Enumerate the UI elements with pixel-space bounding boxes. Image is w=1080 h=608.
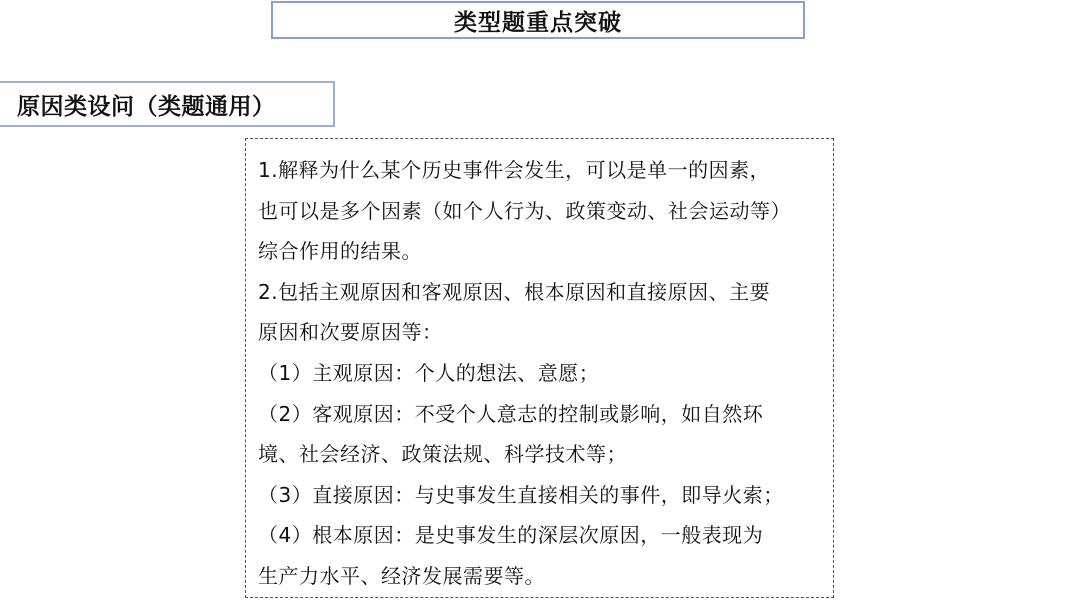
- section-heading-text: 原因类设问（类题通用）: [17, 93, 276, 120]
- section-heading: [0, 81, 335, 127]
- content-line: （4）根本原因：是史事发生的深层次原因，一般表现为: [258, 523, 764, 548]
- page-title-text: 类型题重点突破: [454, 9, 622, 36]
- content-line: （3）直接原因：与史事发生直接相关的事件，即导火索；: [258, 482, 784, 507]
- content-line: 综合作用的结果。: [258, 239, 422, 264]
- content-line: 1.解释为什么某个历史事件会发生，可以是单一的因素，: [258, 158, 771, 182]
- content-line: 原因和次要原因等：: [258, 320, 443, 345]
- content-line: 境、社会经济、政策法规、科学技术等；: [258, 442, 627, 467]
- content-line: 2.包括主观原因和客观原因、根本原因和直接原因、主要: [258, 279, 771, 304]
- content-line: 也可以是多个因素（如个人行为、政策变动、社会运动等）: [258, 198, 791, 223]
- content-line: 生产力水平、经济发展需要等。: [258, 563, 545, 588]
- content-line: （1）主观原因：个人的想法、意愿；: [258, 360, 600, 385]
- content-panel: [245, 138, 834, 598]
- page-title: [271, 1, 805, 39]
- content-line: （2）客观原因：不受个人意志的控制或影响，如自然环: [258, 401, 764, 426]
